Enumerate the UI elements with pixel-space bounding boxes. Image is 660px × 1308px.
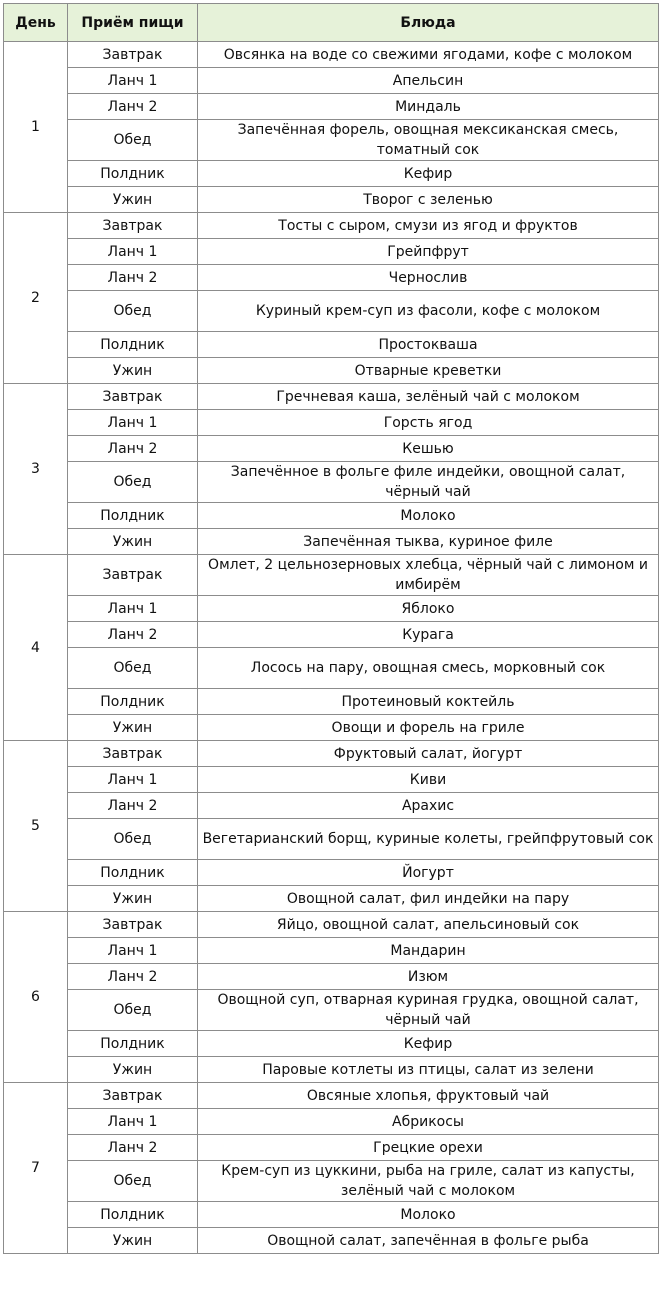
meal-cell: Полдник <box>68 860 198 886</box>
table-row <box>4 555 659 596</box>
meal-cell: Обед <box>68 990 198 1031</box>
meal-cell: Ланч 2 <box>68 1135 198 1161</box>
table-row <box>4 1202 659 1228</box>
dish-cell: Крем-суп из цуккини, рыба на гриле, салат из капусты, зелёный чай с молоком <box>198 1161 659 1202</box>
dish-cell: Тосты с сыром, смузи из ягод и фруктов <box>198 213 659 239</box>
meal-cell: Ланч 2 <box>68 793 198 819</box>
meal-cell: Ужин <box>68 1228 198 1254</box>
table-row <box>4 503 659 529</box>
dish-cell: Кешью <box>198 436 659 462</box>
table-row <box>4 462 659 503</box>
table-row <box>4 42 659 68</box>
day-number-cell: 2 <box>4 213 68 384</box>
dish-cell: Запечённая тыква, куриное филе <box>198 529 659 555</box>
dish-cell: Яблоко <box>198 596 659 622</box>
meal-cell: Обед <box>68 120 198 161</box>
day-number-cell: 7 <box>4 1083 68 1254</box>
dish-cell: Йогурт <box>198 860 659 886</box>
dish-cell: Молоко <box>198 503 659 529</box>
table-row <box>4 291 659 332</box>
dish-cell: Кефир <box>198 1031 659 1057</box>
dish-cell: Овсянка на воде со свежими ягодами, кофе с молоком <box>198 42 659 68</box>
dish-cell: Грейпфрут <box>198 239 659 265</box>
dish-cell: Овощной салат, запечённая в фольге рыба <box>198 1228 659 1254</box>
meal-cell: Ланч 1 <box>68 596 198 622</box>
table-row <box>4 213 659 239</box>
meal-cell: Ланч 1 <box>68 68 198 94</box>
dish-cell: Миндаль <box>198 94 659 120</box>
meal-cell: Завтрак <box>68 555 198 596</box>
meal-cell: Ланч 2 <box>68 964 198 990</box>
meal-plan-container <box>3 3 658 1254</box>
header-meal: Приём пищи <box>68 4 198 42</box>
header-dishes: Блюда <box>198 4 659 42</box>
table-row <box>4 120 659 161</box>
table-row <box>4 1083 659 1109</box>
meal-cell: Обед <box>68 819 198 860</box>
dish-cell: Гречневая каша, зелёный чай с молоком <box>198 384 659 410</box>
table-row <box>4 912 659 938</box>
dish-cell: Горсть ягод <box>198 410 659 436</box>
dish-cell: Куриный крем-суп из фасоли, кофе с молоком <box>198 291 659 332</box>
meal-cell: Обед <box>68 1161 198 1202</box>
meal-cell: Ужин <box>68 187 198 213</box>
meal-cell: Полдник <box>68 503 198 529</box>
dish-cell: Творог с зеленью <box>198 187 659 213</box>
meal-cell: Ланч 1 <box>68 767 198 793</box>
table-row <box>4 68 659 94</box>
dish-cell: Арахис <box>198 793 659 819</box>
dish-cell: Чернослив <box>198 265 659 291</box>
dish-cell: Фруктовый салат, йогурт <box>198 741 659 767</box>
meal-cell: Полдник <box>68 332 198 358</box>
day-number-cell: 6 <box>4 912 68 1083</box>
meal-cell: Ланч 2 <box>68 622 198 648</box>
dish-cell: Мандарин <box>198 938 659 964</box>
meal-cell: Ужин <box>68 358 198 384</box>
dish-cell: Курага <box>198 622 659 648</box>
meal-cell: Ланч 1 <box>68 239 198 265</box>
meal-cell: Ужин <box>68 1057 198 1083</box>
meal-cell: Ланч 2 <box>68 94 198 120</box>
meal-cell: Обед <box>68 648 198 689</box>
dish-cell: Кефир <box>198 161 659 187</box>
table-row <box>4 622 659 648</box>
dish-cell: Омлет, 2 цельнозерновых хлебца, чёрный чай с лимоном и имбирём <box>198 555 659 596</box>
table-row <box>4 741 659 767</box>
table-row <box>4 1135 659 1161</box>
meal-cell: Завтрак <box>68 42 198 68</box>
meal-cell: Завтрак <box>68 213 198 239</box>
meal-cell: Полдник <box>68 689 198 715</box>
table-row <box>4 886 659 912</box>
table-row <box>4 436 659 462</box>
day-number-cell: 5 <box>4 741 68 912</box>
meal-cell: Полдник <box>68 161 198 187</box>
table-row <box>4 648 659 689</box>
meal-cell: Обед <box>68 291 198 332</box>
meal-cell: Обед <box>68 462 198 503</box>
day-number-cell: 3 <box>4 384 68 555</box>
dish-cell: Изюм <box>198 964 659 990</box>
table-row <box>4 94 659 120</box>
dish-cell: Молоко <box>198 1202 659 1228</box>
day-number-cell: 1 <box>4 42 68 213</box>
meal-cell: Ужин <box>68 715 198 741</box>
table-body <box>4 42 659 1254</box>
table-row <box>4 332 659 358</box>
dish-cell: Простокваша <box>198 332 659 358</box>
meal-cell: Ланч 2 <box>68 265 198 291</box>
meal-cell: Ланч 1 <box>68 1109 198 1135</box>
dish-cell: Овощи и форель на гриле <box>198 715 659 741</box>
dish-cell: Паровые котлеты из птицы, салат из зелени <box>198 1057 659 1083</box>
dish-cell: Вегетарианский борщ, куриные колеты, грейпфрутовый сок <box>198 819 659 860</box>
table-row <box>4 265 659 291</box>
dish-cell: Запечённая форель, овощная мексиканская смесь, томатный сок <box>198 120 659 161</box>
table-row <box>4 410 659 436</box>
meal-cell: Ланч 2 <box>68 436 198 462</box>
dish-cell: Киви <box>198 767 659 793</box>
dish-cell: Яйцо, овощной салат, апельсиновый сок <box>198 912 659 938</box>
table-row <box>4 860 659 886</box>
dish-cell: Овсяные хлопья, фруктовый чай <box>198 1083 659 1109</box>
meal-cell: Ужин <box>68 529 198 555</box>
dish-cell: Протеиновый коктейль <box>198 689 659 715</box>
day-number-cell: 4 <box>4 555 68 741</box>
table-row <box>4 1031 659 1057</box>
table-row <box>4 1057 659 1083</box>
table-row <box>4 161 659 187</box>
dish-cell: Грецкие орехи <box>198 1135 659 1161</box>
table-row <box>4 793 659 819</box>
table-row <box>4 689 659 715</box>
dish-cell: Овощной салат, фил индейки на пару <box>198 886 659 912</box>
dish-cell: Апельсин <box>198 68 659 94</box>
table-row <box>4 767 659 793</box>
table-row <box>4 964 659 990</box>
table-row <box>4 938 659 964</box>
meal-cell: Ужин <box>68 886 198 912</box>
table-row <box>4 990 659 1031</box>
meal-cell: Полдник <box>68 1031 198 1057</box>
meal-cell: Завтрак <box>68 912 198 938</box>
table-row <box>4 187 659 213</box>
dish-cell: Лосось на пару, овощная смесь, морковный сок <box>198 648 659 689</box>
meal-cell: Полдник <box>68 1202 198 1228</box>
table-row <box>4 358 659 384</box>
table-row <box>4 715 659 741</box>
meal-cell: Ланч 1 <box>68 410 198 436</box>
meal-cell: Завтрак <box>68 1083 198 1109</box>
table-row <box>4 384 659 410</box>
table-row <box>4 596 659 622</box>
table-header-row <box>4 4 659 42</box>
meal-cell: Завтрак <box>68 384 198 410</box>
table-row <box>4 529 659 555</box>
table-row <box>4 1109 659 1135</box>
table-row <box>4 239 659 265</box>
table-row <box>4 819 659 860</box>
meal-cell: Ланч 1 <box>68 938 198 964</box>
table-row <box>4 1228 659 1254</box>
dish-cell: Абрикосы <box>198 1109 659 1135</box>
dish-cell: Отварные креветки <box>198 358 659 384</box>
dish-cell: Запечённое в фольге филе индейки, овощной салат, чёрный чай <box>198 462 659 503</box>
meal-plan-table <box>3 3 659 1254</box>
header-day: День <box>4 4 68 42</box>
meal-cell: Завтрак <box>68 741 198 767</box>
table-row <box>4 1161 659 1202</box>
dish-cell: Овощной суп, отварная куриная грудка, овощной салат, чёрный чай <box>198 990 659 1031</box>
